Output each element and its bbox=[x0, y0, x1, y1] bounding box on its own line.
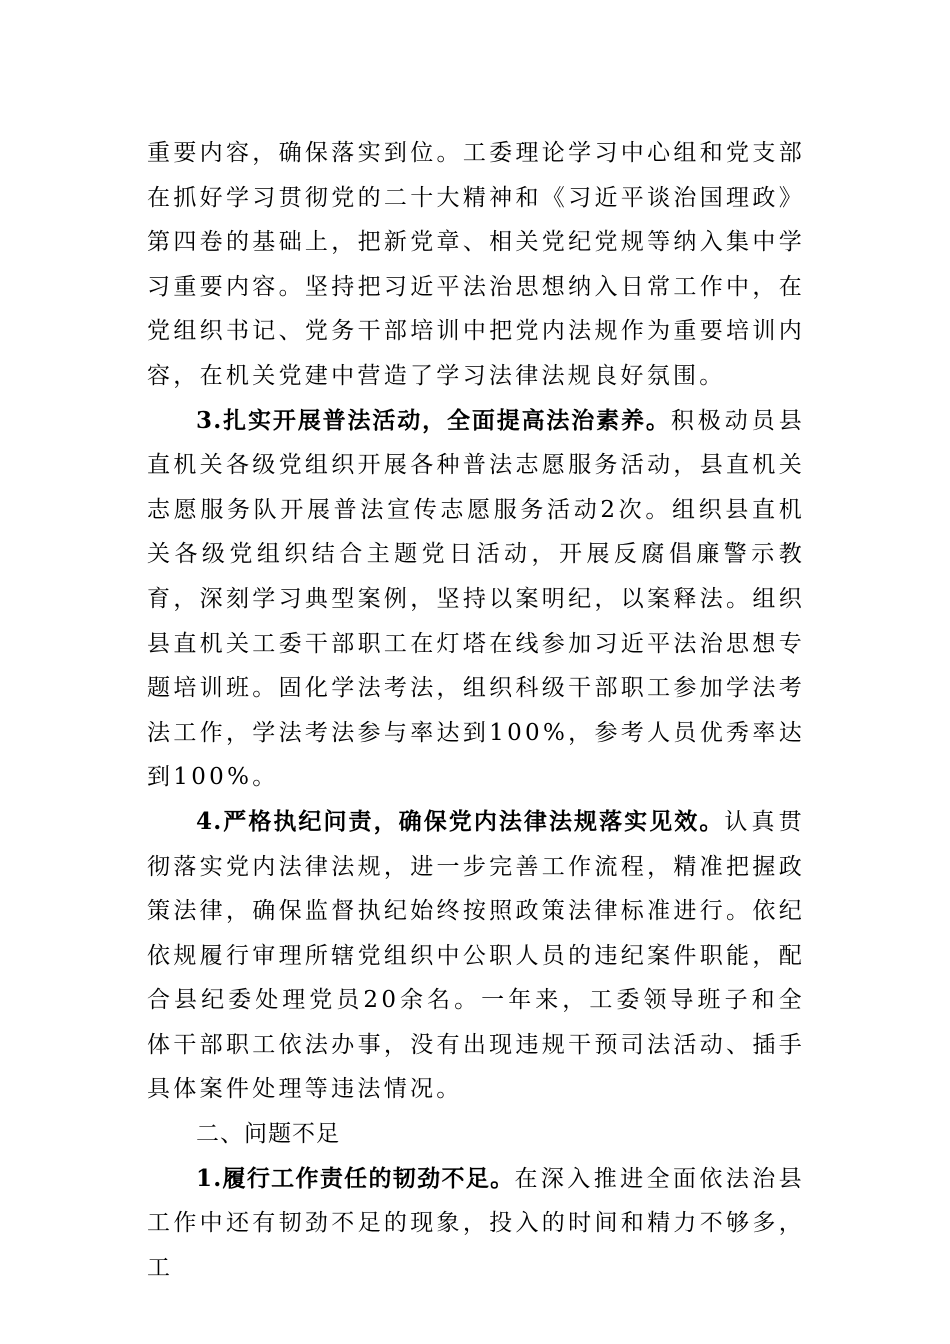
paragraph-continuation bbox=[147, 131, 805, 399]
paragraph-text: 重要内容，确保落实到位。工委理论学习中心组和党支部在抓好学习贯彻党的二十大精神和《习近平谈治国理政》第四卷的基础上，把新党章、相关党纪党规等纳入集中学习重要内容。坚持把习近平法治思想纳入日常工作中，在党组织书记、党务干部培训中把党内法规作为重要培训内容，在机关党建中营造了学习法律法规良好氛围。 bbox=[147, 140, 805, 389]
paragraph-text: 认真贯彻落实党内法律法规，进一步完善工作流程，精准把握政策法律，确保监督执纪始终按照政策法律标准进行。依纪依规履行审理所辖党组织中公职人员的违纪案件职能，配合县纪委处理党员20余名。一年来，工委领导班子和全体干部职工依法办事，没有出现违规干预司法活动、插手具体案件处理等违法情况。 bbox=[147, 808, 805, 1103]
paragraph-lead-heading: 1.履行工作责任的韧劲不足。 bbox=[196, 1164, 515, 1192]
paragraph-problem-1 bbox=[147, 1157, 805, 1291]
paragraph-text: 在深入推进全面依法治县工作中还有韧劲不足的现象，投入的时间和精力不够多，工 bbox=[147, 1165, 805, 1281]
paragraph-text: 积极动员县直机关各级党组织开展各种普法志愿服务活动，县直机关志愿服务队开展普法宣传志愿服务活动2次。组织县直机关各级党组织结合主题党日活动，开展反腐倡廉警示教育，深刻学习典型案例，坚持以案明纪，以案释法。组织县直机关工委干部职工在灯塔在线参加习近平法治思想专题培训班。固化学法考法，组织科级干部职工参加学法考法工作，学法考法参与率达到100%，参考人员优秀率达到100%。 bbox=[147, 407, 806, 791]
paragraph-item-3 bbox=[147, 399, 805, 800]
document-page bbox=[147, 131, 805, 1290]
paragraph-lead-heading: 4.严格执纪问责，确保党内法律法规落实见效。 bbox=[196, 807, 725, 835]
section-heading: 二、问题不足 bbox=[196, 1121, 340, 1148]
paragraph-item-4 bbox=[147, 800, 805, 1112]
paragraph-lead-heading: 3.扎实开展普法活动，全面提高法治素养。 bbox=[196, 406, 671, 434]
